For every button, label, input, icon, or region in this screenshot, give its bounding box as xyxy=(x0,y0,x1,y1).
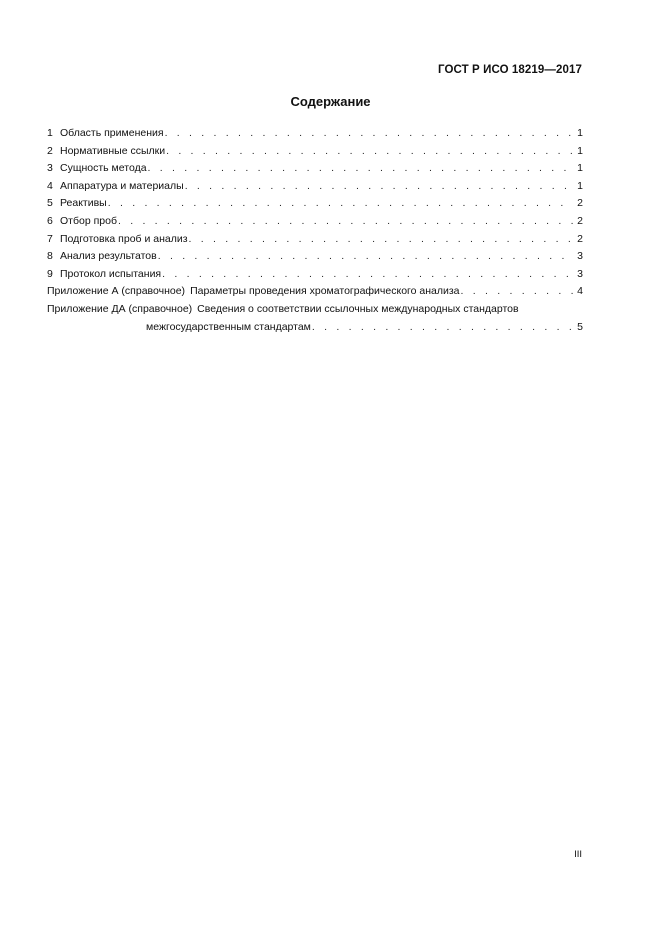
toc-annex-a[interactable] xyxy=(47,283,583,301)
toc-item-page: 1 xyxy=(577,179,583,192)
toc-item-page: 1 xyxy=(577,127,583,139)
toc-annex-da-continuation[interactable] xyxy=(47,319,583,337)
toc-item-page: 3 xyxy=(577,267,583,280)
page-number: III xyxy=(574,849,582,860)
toc-item-number: 1 xyxy=(47,127,53,139)
toc-item-number: 9 xyxy=(47,267,53,280)
toc-item-label: Анализ результатов xyxy=(60,250,157,263)
toc-item-scope[interactable] xyxy=(47,125,583,143)
toc-item-label: Протокол испытания xyxy=(60,267,162,280)
toc-annex-prefix: Приложение А (справочное) xyxy=(47,285,186,298)
toc-annex-da[interactable] xyxy=(47,301,583,319)
toc-item-label: Аппаратура и материалы xyxy=(60,179,184,192)
toc-item-label: Реактивы xyxy=(60,197,107,210)
toc-item-page: 2 xyxy=(577,214,583,227)
toc-item-normative-references[interactable] xyxy=(47,143,583,161)
toc-item-sampling[interactable] xyxy=(47,213,583,231)
toc-item-label: Подготовка проб и анализ xyxy=(60,232,188,245)
document-code: ГОСТ Р ИСО 18219—2017 xyxy=(437,64,582,76)
toc-title: Содержание xyxy=(290,94,371,109)
toc-item-number: 4 xyxy=(47,179,53,192)
toc-dot-leader xyxy=(461,283,573,301)
toc-annex-prefix: Приложение ДА (справочное) xyxy=(47,302,193,315)
toc-item-number: 7 xyxy=(47,232,53,245)
toc-item-number: 2 xyxy=(47,144,53,157)
toc-item-label: Нормативные ссылки xyxy=(60,144,166,157)
toc-dot-leader xyxy=(148,160,573,178)
toc-dot-leader xyxy=(162,266,573,284)
toc-item-number: 8 xyxy=(47,250,53,263)
toc-item-label: Сущность метода xyxy=(60,162,147,175)
toc-item-page: 3 xyxy=(577,250,583,263)
toc-item-number: 6 xyxy=(47,214,53,227)
toc-item-label: Отбор проб xyxy=(60,214,117,227)
toc-item-label: Область применения xyxy=(60,127,164,139)
toc-item-page: 1 xyxy=(577,144,583,157)
toc-item-page: 2 xyxy=(577,197,583,210)
toc-item-number: 5 xyxy=(47,197,53,210)
toc-item-reagents[interactable] xyxy=(47,195,583,213)
toc-item-preparation[interactable] xyxy=(47,231,583,249)
toc-dot-leader xyxy=(108,195,573,213)
toc-dot-leader xyxy=(189,231,573,249)
toc-item-results[interactable] xyxy=(47,248,583,266)
toc-dot-leader xyxy=(158,248,573,266)
toc-item-page: 2 xyxy=(577,232,583,245)
toc-annex-label: Сведения о соответствии ссылочных международных стандартов xyxy=(197,302,519,315)
toc-item-number: 3 xyxy=(47,162,53,175)
toc-dot-leader xyxy=(185,178,573,196)
toc-annex-page: 4 xyxy=(577,285,583,298)
toc-annex-label: межгосударственным стандартам xyxy=(146,320,311,333)
toc-item-test-report[interactable] xyxy=(47,266,583,284)
toc-dot-leader xyxy=(166,143,573,161)
table-of-contents xyxy=(47,125,583,336)
toc-dot-leader xyxy=(165,125,573,143)
toc-dot-leader xyxy=(312,319,573,337)
toc-dot-leader xyxy=(118,213,573,231)
toc-item-apparatus[interactable] xyxy=(47,178,583,196)
toc-annex-page: 5 xyxy=(577,320,583,333)
toc-item-principle[interactable] xyxy=(47,160,583,178)
toc-item-page: 1 xyxy=(577,162,583,175)
toc-annex-label: Параметры проведения хроматографического анализа xyxy=(190,285,460,298)
